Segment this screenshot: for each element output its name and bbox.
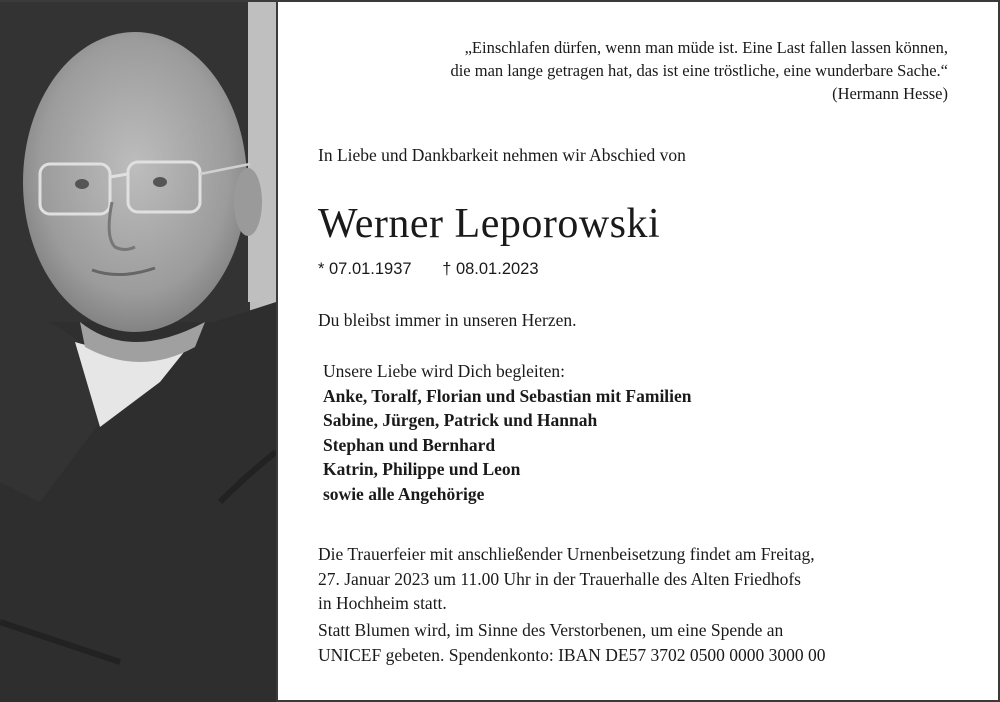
donation-line: UNICEF gebeten. Spendenkonto: IBAN DE57 3702 0500 0000 3000 00 [318,644,826,665]
birth-date: * 07.01.1937 [318,260,412,278]
farewell-intro: In Liebe und Dankbarkeit nehmen wir Abschied von [318,145,686,165]
portrait-illustration [0,2,276,702]
mourners-intro: Unsere Liebe wird Dich begleiten: [323,361,565,381]
mourner-line: Katrin, Philippe und Leon [323,459,521,479]
donation-request [318,618,958,667]
funeral-service-info [318,542,953,616]
quote-attribution: (Hermann Hesse) [832,84,948,103]
memorial-motto: Du bleibst immer in unseren Herzen. [318,310,577,330]
portrait-photo [0,2,278,702]
quote-line: die man lange getragen hat, das ist eine tröstliche, eine wunderbare Sache.“ [450,61,948,80]
service-line: in Hochheim statt. [318,593,447,613]
mourner-line: sowie alle Angehörige [323,483,485,504]
death-date: † 08.01.2023 [442,260,539,278]
donation-line: Statt Blumen wird, im Sinne des Verstorbenen, um eine Spende an [318,620,784,640]
life-dates [318,260,539,279]
mourner-line: Stephan und Bernhard [323,434,496,455]
service-line: 27. Januar 2023 um 11.00 Uhr in der Trauerhalle des Alten Friedhofs [318,568,801,589]
deceased-name: Werner Leporowski [318,201,661,247]
mourner-line: Anke, Toralf, Florian und Sebastian mit Familien [323,385,692,406]
notice-text [278,2,998,700]
quote-line: „Einschlafen dürfen, wenn man müde ist. Eine Last fallen lassen können, [464,38,948,57]
service-line: Die Trauerfeier mit anschließender Urnenbeisetzung findet am Freitag, [318,544,815,564]
mourner-line: Sabine, Jürgen, Patrick und Hannah [323,410,598,430]
hesse-quote [288,36,948,105]
mourners-list [323,359,692,506]
